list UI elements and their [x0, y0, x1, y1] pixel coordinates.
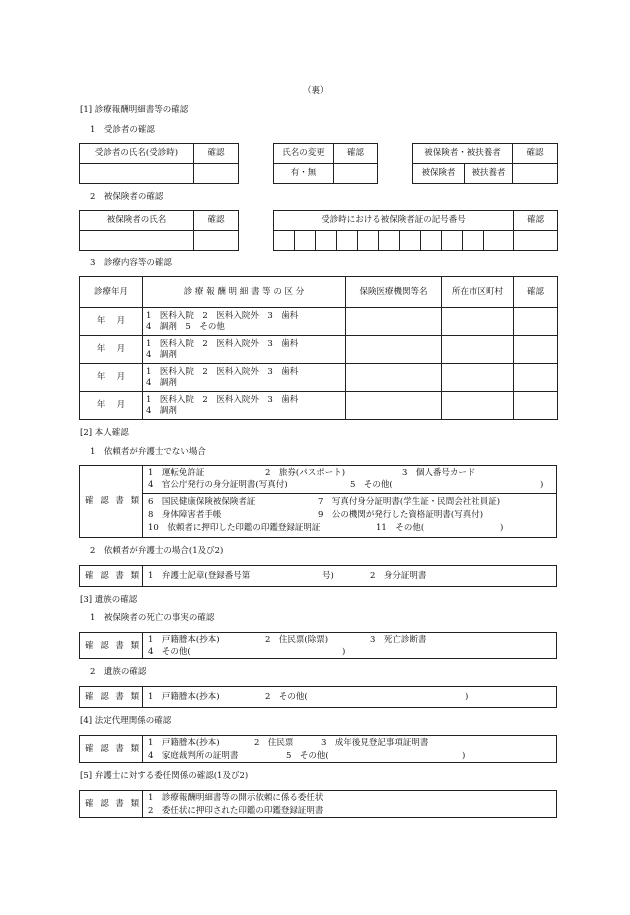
section-2-title: [2] 本人確認 — [80, 428, 129, 438]
category-line: 1 医科入院 2 医科入院外 3 歯科 — [146, 367, 299, 377]
death-option-3[interactable]: 3 死亡診断書 — [370, 635, 427, 645]
legal-option-4[interactable]: 4 家庭裁判所の証明書 — [148, 751, 239, 761]
legal-option-5-close: ) — [462, 751, 466, 761]
confirm-cell[interactable] — [194, 164, 239, 184]
treatment-ym[interactable]: 年 月 — [80, 336, 143, 364]
delegation-docs-box — [79, 790, 557, 818]
section-2-sub2: 2 依頼者が弁護士の場合(1及び2) — [90, 546, 224, 556]
category-line: 1 医科入院 2 医科入院外 3 歯科 — [146, 311, 299, 321]
confirm-cell[interactable] — [514, 308, 558, 336]
legal-option-5[interactable]: 5 その他( — [286, 751, 329, 761]
death-option-4[interactable]: 4 その他( — [148, 647, 191, 657]
id-docs-label: 確 認 書 類 — [85, 496, 142, 506]
section-3-sub2: 2 遺族の確認 — [90, 667, 147, 677]
lawyer-badge-close: 号) — [322, 571, 334, 581]
family-docs-label: 確 認 書 類 — [85, 692, 142, 702]
municipality-cell[interactable] — [442, 364, 514, 392]
delegation-docs-label: 確 認 書 類 — [85, 799, 142, 809]
card-number-header: 受診時における被保険者証の記号番号 — [274, 211, 514, 231]
municipality-cell[interactable] — [442, 336, 514, 364]
confirm-header: 確認 — [514, 211, 558, 231]
institution-header: 保険医療機関等名 — [346, 277, 442, 308]
page-label: （裏） — [303, 86, 329, 96]
confirm-cell[interactable] — [194, 231, 239, 251]
confirm-cell[interactable] — [334, 164, 378, 184]
family-option-2[interactable]: 2 その他( — [265, 692, 308, 702]
dependent-option[interactable]: 被扶養者 — [465, 164, 513, 184]
lawyer-id-option[interactable]: 2 身分証明書 — [370, 571, 427, 581]
patient-name-header: 受診者の氏名(受診時) — [80, 144, 194, 164]
table-row — [80, 308, 558, 336]
legal-option-3[interactable]: 3 成年後見登記事項証明書 — [321, 738, 429, 748]
institution-cell[interactable] — [346, 336, 442, 364]
doc-option-7[interactable]: 7 写真付身分証明書(学生証・民間会社社員証) — [318, 497, 501, 507]
confirm-header: 確認 — [513, 144, 558, 164]
death-docs-label: 確 認 書 類 — [85, 641, 142, 651]
section-1-sub3: 3 診療内容等の確認 — [90, 258, 172, 268]
insured-name-header: 被保険者の氏名 — [80, 211, 194, 231]
card-digit-cell[interactable] — [295, 231, 316, 251]
treatment-category[interactable] — [143, 364, 346, 392]
section-3-title: [3] 遺族の確認 — [80, 595, 138, 605]
doc-option-5[interactable]: 5 その他( — [350, 480, 393, 490]
section-1-sub1: 1 受診者の確認 — [90, 125, 155, 135]
treatment-category[interactable] — [143, 392, 346, 420]
confirm-cell[interactable] — [513, 164, 558, 184]
category-line: 1 医科入院 2 医科入院外 3 歯科 — [146, 339, 299, 349]
lawyer-docs-label: 確 認 書 類 — [85, 571, 142, 581]
card-digit-cell[interactable] — [484, 231, 514, 251]
lawyer-badge-option[interactable]: 1 弁護士記章(登録番号第 — [148, 571, 251, 581]
legal-rep-docs-label: 確 認 書 類 — [85, 744, 142, 754]
category-line: 4 調剤 — [146, 377, 177, 388]
confirm-cell[interactable] — [514, 392, 558, 420]
confirm-header: 確認 — [334, 144, 378, 164]
card-digit-cell[interactable] — [337, 231, 358, 251]
card-digit-cell[interactable] — [316, 231, 337, 251]
patient-name-cell[interactable] — [80, 164, 194, 184]
section-4-title: [4] 法定代理関係の確認 — [80, 716, 172, 726]
family-docs-box — [79, 686, 557, 708]
municipality-header: 所在市区町村 — [442, 277, 514, 308]
card-digit-cell[interactable] — [274, 231, 295, 251]
doc-option-5-close: ) — [540, 480, 544, 490]
card-digit-cell[interactable] — [358, 231, 379, 251]
doc-option-10[interactable]: 10 依頼者に押印した印鑑の印鑑登録証明証 — [148, 523, 321, 533]
card-digit-cell[interactable] — [379, 231, 400, 251]
card-number-table — [273, 210, 558, 251]
confirm-header: 確認 — [194, 211, 239, 231]
card-digit-cell[interactable] — [421, 231, 442, 251]
insured-name-table — [79, 210, 239, 251]
doc-option-4[interactable]: 4 官公庁発行の身分証明書(写真付) — [148, 480, 288, 490]
municipality-cell[interactable] — [442, 392, 514, 420]
treatment-category[interactable] — [143, 336, 346, 364]
family-option-2-close: ) — [465, 692, 469, 702]
lawyer-docs-box — [79, 565, 557, 587]
name-change-table — [273, 143, 378, 184]
id-docs-box — [79, 465, 557, 538]
legal-option-1[interactable]: 1 戸籍謄本(抄本) — [148, 738, 220, 748]
institution-cell[interactable] — [346, 392, 442, 420]
treatment-ym[interactable]: 年 月 — [80, 364, 143, 392]
card-digit-cell[interactable] — [442, 231, 463, 251]
institution-cell[interactable] — [346, 308, 442, 336]
category-line: 4 調剤 — [146, 349, 177, 360]
legal-option-2[interactable]: 2 住民票 — [254, 738, 294, 748]
treatment-ym-header: 診療年月 — [80, 277, 143, 308]
doc-option-9[interactable]: 9 公の機関が発行した資格証明書(写真付) — [318, 510, 484, 520]
treatment-ym[interactable]: 年 月 — [80, 308, 143, 336]
delegation-option-1[interactable]: 1 診療報酬明細書等の開示依頼に係る委任状 — [148, 793, 324, 803]
insured-type-header: 被保険者・被扶養者 — [413, 144, 513, 164]
category-line: 4 調剤 5 その他 — [146, 321, 225, 332]
death-option-2[interactable]: 2 住民票(除票) — [265, 635, 329, 645]
treatment-ym[interactable]: 年 月 — [80, 392, 143, 420]
section-5-title: [5] 弁護士に対する委任関係の確認(1及び2) — [80, 771, 249, 781]
death-docs-box — [79, 632, 557, 659]
confirm-cell[interactable] — [514, 231, 558, 251]
section-1-title: [1] 診療報酬明細書等の確認 — [80, 105, 189, 115]
death-option-4-close: ) — [342, 647, 346, 657]
doc-option-11-close: ) — [500, 523, 504, 533]
table-row — [80, 364, 558, 392]
doc-option-3[interactable]: 3 個人番号カード — [402, 468, 476, 478]
table-row — [80, 392, 558, 420]
insured-name-cell[interactable] — [80, 231, 194, 251]
treatment-table — [79, 276, 558, 420]
death-option-1[interactable]: 1 戸籍謄本(抄本) — [148, 635, 220, 645]
section-3-sub1: 1 被保険者の死亡の事実の確認 — [90, 613, 215, 623]
confirm-header: 確認 — [514, 277, 558, 308]
municipality-cell[interactable] — [442, 308, 514, 336]
confirm-header: 確認 — [194, 144, 239, 164]
patient-name-table — [79, 143, 239, 184]
doc-option-2[interactable]: 2 旅券(パスポート) — [265, 468, 346, 478]
name-change-value[interactable]: 有・無 — [274, 164, 334, 184]
confirm-cell[interactable] — [514, 336, 558, 364]
family-option-1[interactable]: 1 戸籍謄本(抄本) — [148, 692, 220, 702]
table-row — [80, 336, 558, 364]
card-digit-cell[interactable] — [400, 231, 421, 251]
doc-option-6[interactable]: 6 国民健康保険被保険者証 — [148, 497, 256, 507]
category-line: 1 医科入院 2 医科入院外 3 歯科 — [146, 395, 299, 405]
legal-rep-docs-box — [79, 735, 557, 763]
doc-option-11[interactable]: 11 その他( — [376, 523, 425, 533]
delegation-option-2[interactable]: 2 委任状に押印された印鑑の印鑑登録証明書 — [148, 806, 324, 816]
treatment-category[interactable] — [143, 308, 346, 336]
doc-option-1[interactable]: 1 運転免許証 — [148, 468, 205, 478]
insured-type-table — [412, 143, 558, 184]
name-change-header: 氏名の変更 — [274, 144, 334, 164]
insured-option[interactable]: 被保険者 — [413, 164, 465, 184]
confirm-cell[interactable] — [514, 364, 558, 392]
category-line: 4 調剤 — [146, 405, 177, 416]
section-2-sub1: 1 依頼者が弁護士でない場合 — [90, 447, 206, 457]
section-1-sub2: 2 被保険者の確認 — [90, 192, 164, 202]
doc-option-8[interactable]: 8 身体障害者手帳 — [148, 510, 222, 520]
card-digit-cell[interactable] — [463, 231, 484, 251]
institution-cell[interactable] — [346, 364, 442, 392]
treatment-category-header: 診 療 報 酬 明 細 書 等 の 区 分 — [143, 277, 346, 308]
